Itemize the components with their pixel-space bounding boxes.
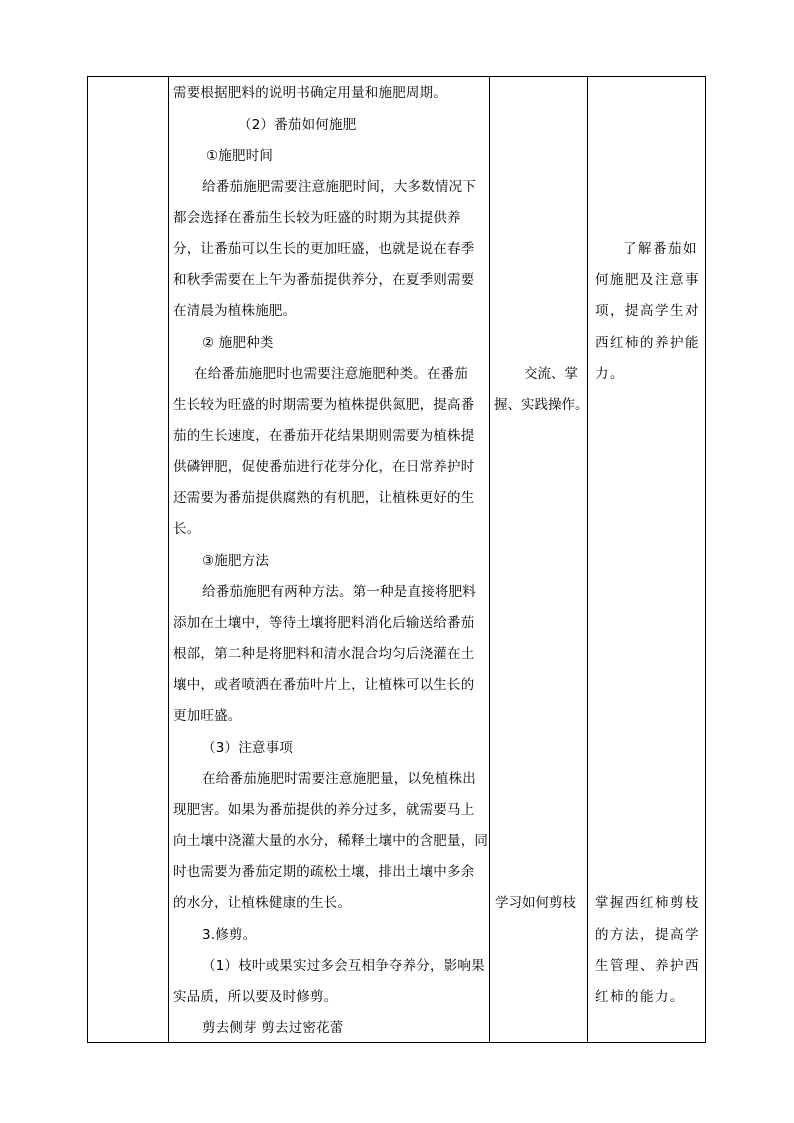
content-line: 在清晨为植株施肥。 — [173, 303, 297, 319]
goal-text: 西红柿的养护能 — [595, 335, 700, 351]
activity-column — [490, 77, 587, 1042]
content-line: 添加在土壤中，等待土壤将肥料消化后输送给番茄 — [173, 615, 475, 631]
goal-text: 的方法，提高学 — [595, 927, 700, 943]
content-line: 需要根据肥料的说明书确定用量和施肥周期。 — [173, 85, 447, 101]
activity-text: 握、实践操作。 — [494, 397, 589, 413]
activity-text: 交流、掌 — [524, 366, 578, 382]
goal-text: 了解番茄如 — [623, 241, 698, 257]
content-line: 剪去侧芽 剪去过密花蕾 — [202, 1020, 344, 1036]
content-line: 茄的生长速度，在番茄开花结果期则需要为植株提 — [173, 428, 475, 444]
content-line: 壤中，或者喷洒在番茄叶片上，让植株可以生长的 — [173, 677, 475, 693]
content-line: 根部，第二种是将肥料和清水混合均匀后浇灌在土 — [173, 646, 475, 662]
section-heading: （2）番茄如何施肥 — [238, 117, 357, 133]
goal-text: 力。 — [595, 366, 625, 382]
section-heading: （3）注意事项 — [202, 740, 293, 756]
content-line: 给番茄施肥需要注意施肥时间，大多数情况下 — [202, 179, 476, 195]
goal-text: 红柿的能力。 — [595, 989, 685, 1005]
content-line: 时也需要为番茄定期的疏松土壤，排出土壤中多余 — [173, 864, 475, 880]
content-line: 现肥害。如果为番茄提供的养分过多，就需要马上 — [173, 802, 475, 818]
content-line: 还需要为番茄提供腐熟的有机肥，让植株更好的生 — [173, 490, 475, 506]
content-line: 给番茄施肥有两种方法。第一种是直接将肥料 — [202, 584, 476, 600]
goal-text: 生管理、养护西 — [595, 958, 700, 974]
content-line: 在给番茄施肥时需要注意施肥量，以免植株出 — [202, 771, 476, 787]
content-line: 实品质，所以要及时修剪。 — [173, 989, 338, 1005]
column-empty — [88, 77, 168, 1042]
goal-text: 项，提高学生对 — [595, 303, 700, 319]
sub-heading: ③施肥方法 — [202, 553, 270, 569]
content-line: 分，让番茄可以生长的更加旺盛，也就是说在春季 — [173, 241, 475, 257]
content-line: 更加旺盛。 — [173, 708, 242, 724]
content-line: 都会选择在番茄生长较为旺盛的时期为其提供养 — [173, 210, 461, 226]
section-heading: 3.修剪。 — [202, 927, 257, 943]
content-line: 和秋季需要在上午为番茄提供养分，在夏季则需要 — [173, 272, 475, 288]
content-line: 供磷钾肥，促使番茄进行花芽分化，在日常养护时 — [173, 459, 475, 475]
goal-text: 掌握西红柿剪枝 — [595, 895, 700, 911]
goal-column — [588, 77, 706, 1042]
content-line: （1）枝叶或果实过多会互相争夺养分，影响果 — [202, 958, 485, 974]
content-line: 的水分，让植株健康的生长。 — [173, 895, 352, 911]
lesson-table — [87, 76, 706, 1043]
activity-text: 学习如何剪枝 — [495, 895, 576, 911]
sub-heading: ①施肥时间 — [206, 148, 274, 164]
content-line: 在给番茄施肥时也需要注意施肥种类。在番茄 — [194, 366, 468, 382]
content-line: 长。 — [173, 521, 201, 537]
sub-heading: ② 施肥种类 — [202, 335, 274, 351]
goal-text: 何施肥及注意事 — [595, 272, 700, 288]
content-line: 向土壤中浇灌大量的水分，稀释土壤中的含肥量，同 — [173, 833, 489, 849]
content-line: 生长较为旺盛的时期需要为植株提供氮肥，提高番 — [173, 397, 475, 413]
